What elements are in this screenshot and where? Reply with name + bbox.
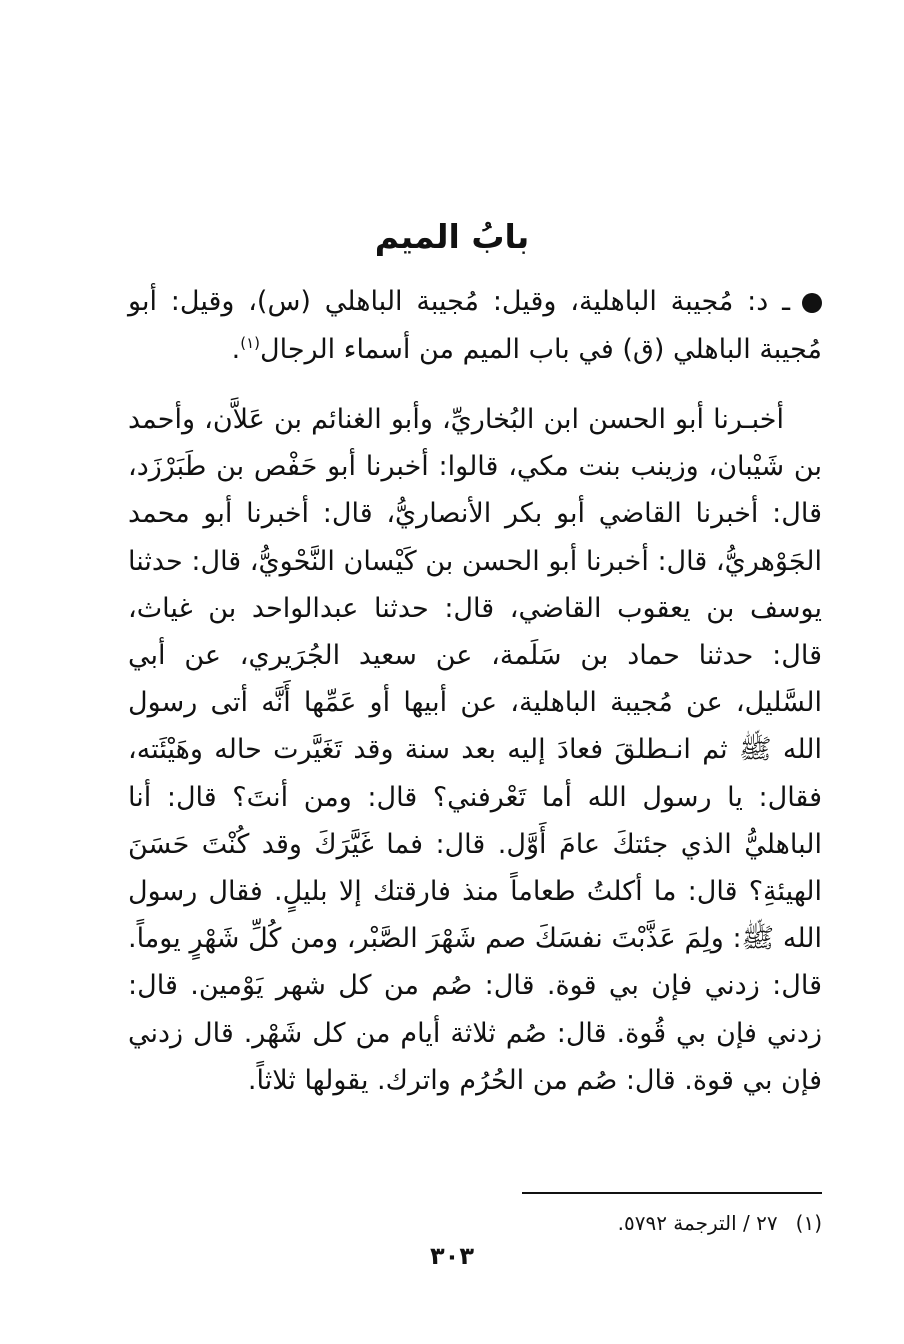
entry-heading <box>128 278 822 374</box>
bullet-icon <box>802 293 822 313</box>
chapter-title: بابُ الميم <box>374 217 530 256</box>
page-number: ٣٠٣ <box>430 1242 474 1270</box>
footnote-number: (١) <box>795 1211 822 1235</box>
footnote-reference: (١) <box>240 334 261 352</box>
hadith-paragraph <box>128 396 822 1104</box>
footnote <box>400 1208 822 1238</box>
footnote-divider <box>522 1192 822 1194</box>
entry-end: . <box>231 334 241 365</box>
footnote-text: ٢٧ / الترجمة ٥٧٩٢. <box>617 1211 778 1235</box>
entry-text: ـ د: مُجيبة الباهلية، وقيل: مُجيبة الباهلي (س)، وقيل: أبو مُجيبة الباهلي (ق) في باب الميم من أسماء الرجال <box>128 286 822 365</box>
hadith-text: أخبـرنا أبو الحسن ابن البُخاريِّ، وأبو الغنائم بن عَلاَّن، وأحمد بن شَيْبان، وزينب بنت مكي، قالوا: أخبرنا أبو حَفْص بن طَبَرْزَد، قال: أخبرنا القاضي أبو بكر الأنصاريُّ، قال: أخبرنا أبو محمد الجَوْهريُّ، قال: أخبرنا أبو الحسن بن كَيْسان النَّحْويُّ، قال: حدثنا يوسف بن يعقوب القاضي، قال: حدثنا عبدالواحد بن غياث، قال: حدثنا حماد بن سَلَمة، عن سعيد الجُرَيري، عن أبي السَّليل، عن مُجيبة الباهلية، عن أبيها أو عَمِّها أَنَّه أتى رسول الله ﷺ ثم انـطلقَ فعادَ إليه بعد سنة وقد تَغَيَّرت حاله وهَيْئَته، فقال: يا رسول الله أما تَعْرفني؟ قال: ومن أنتَ؟ قال: أنا الباهليُّ الذي جئتكَ عامَ أَوَّل. قال: فما غَيَّرَكَ وقد كُنْتَ حَسَنَ الهيئةِ؟ قال: ما أكلتُ طعاماً منذ فارقتك إلا بليلٍ. فقال رسول الله ﷺ: ولِمَ عَذَّبْتَ نفسَكَ صم شَهْرَ الصَّبْر، ومن كُلِّ شَهْرٍ يوماً. قال: زدني فإن بي قوة. قال: صُم من كل شهر يَوْمين. قال: زدني فإن بي قُوة. قال: صُم ثلاثة أيام من كل شَهْر. قال زدني فإن بي قوة. قال: صُم من الحُرُم واترك. يقولها ثلاثاً. <box>128 404 822 1096</box>
